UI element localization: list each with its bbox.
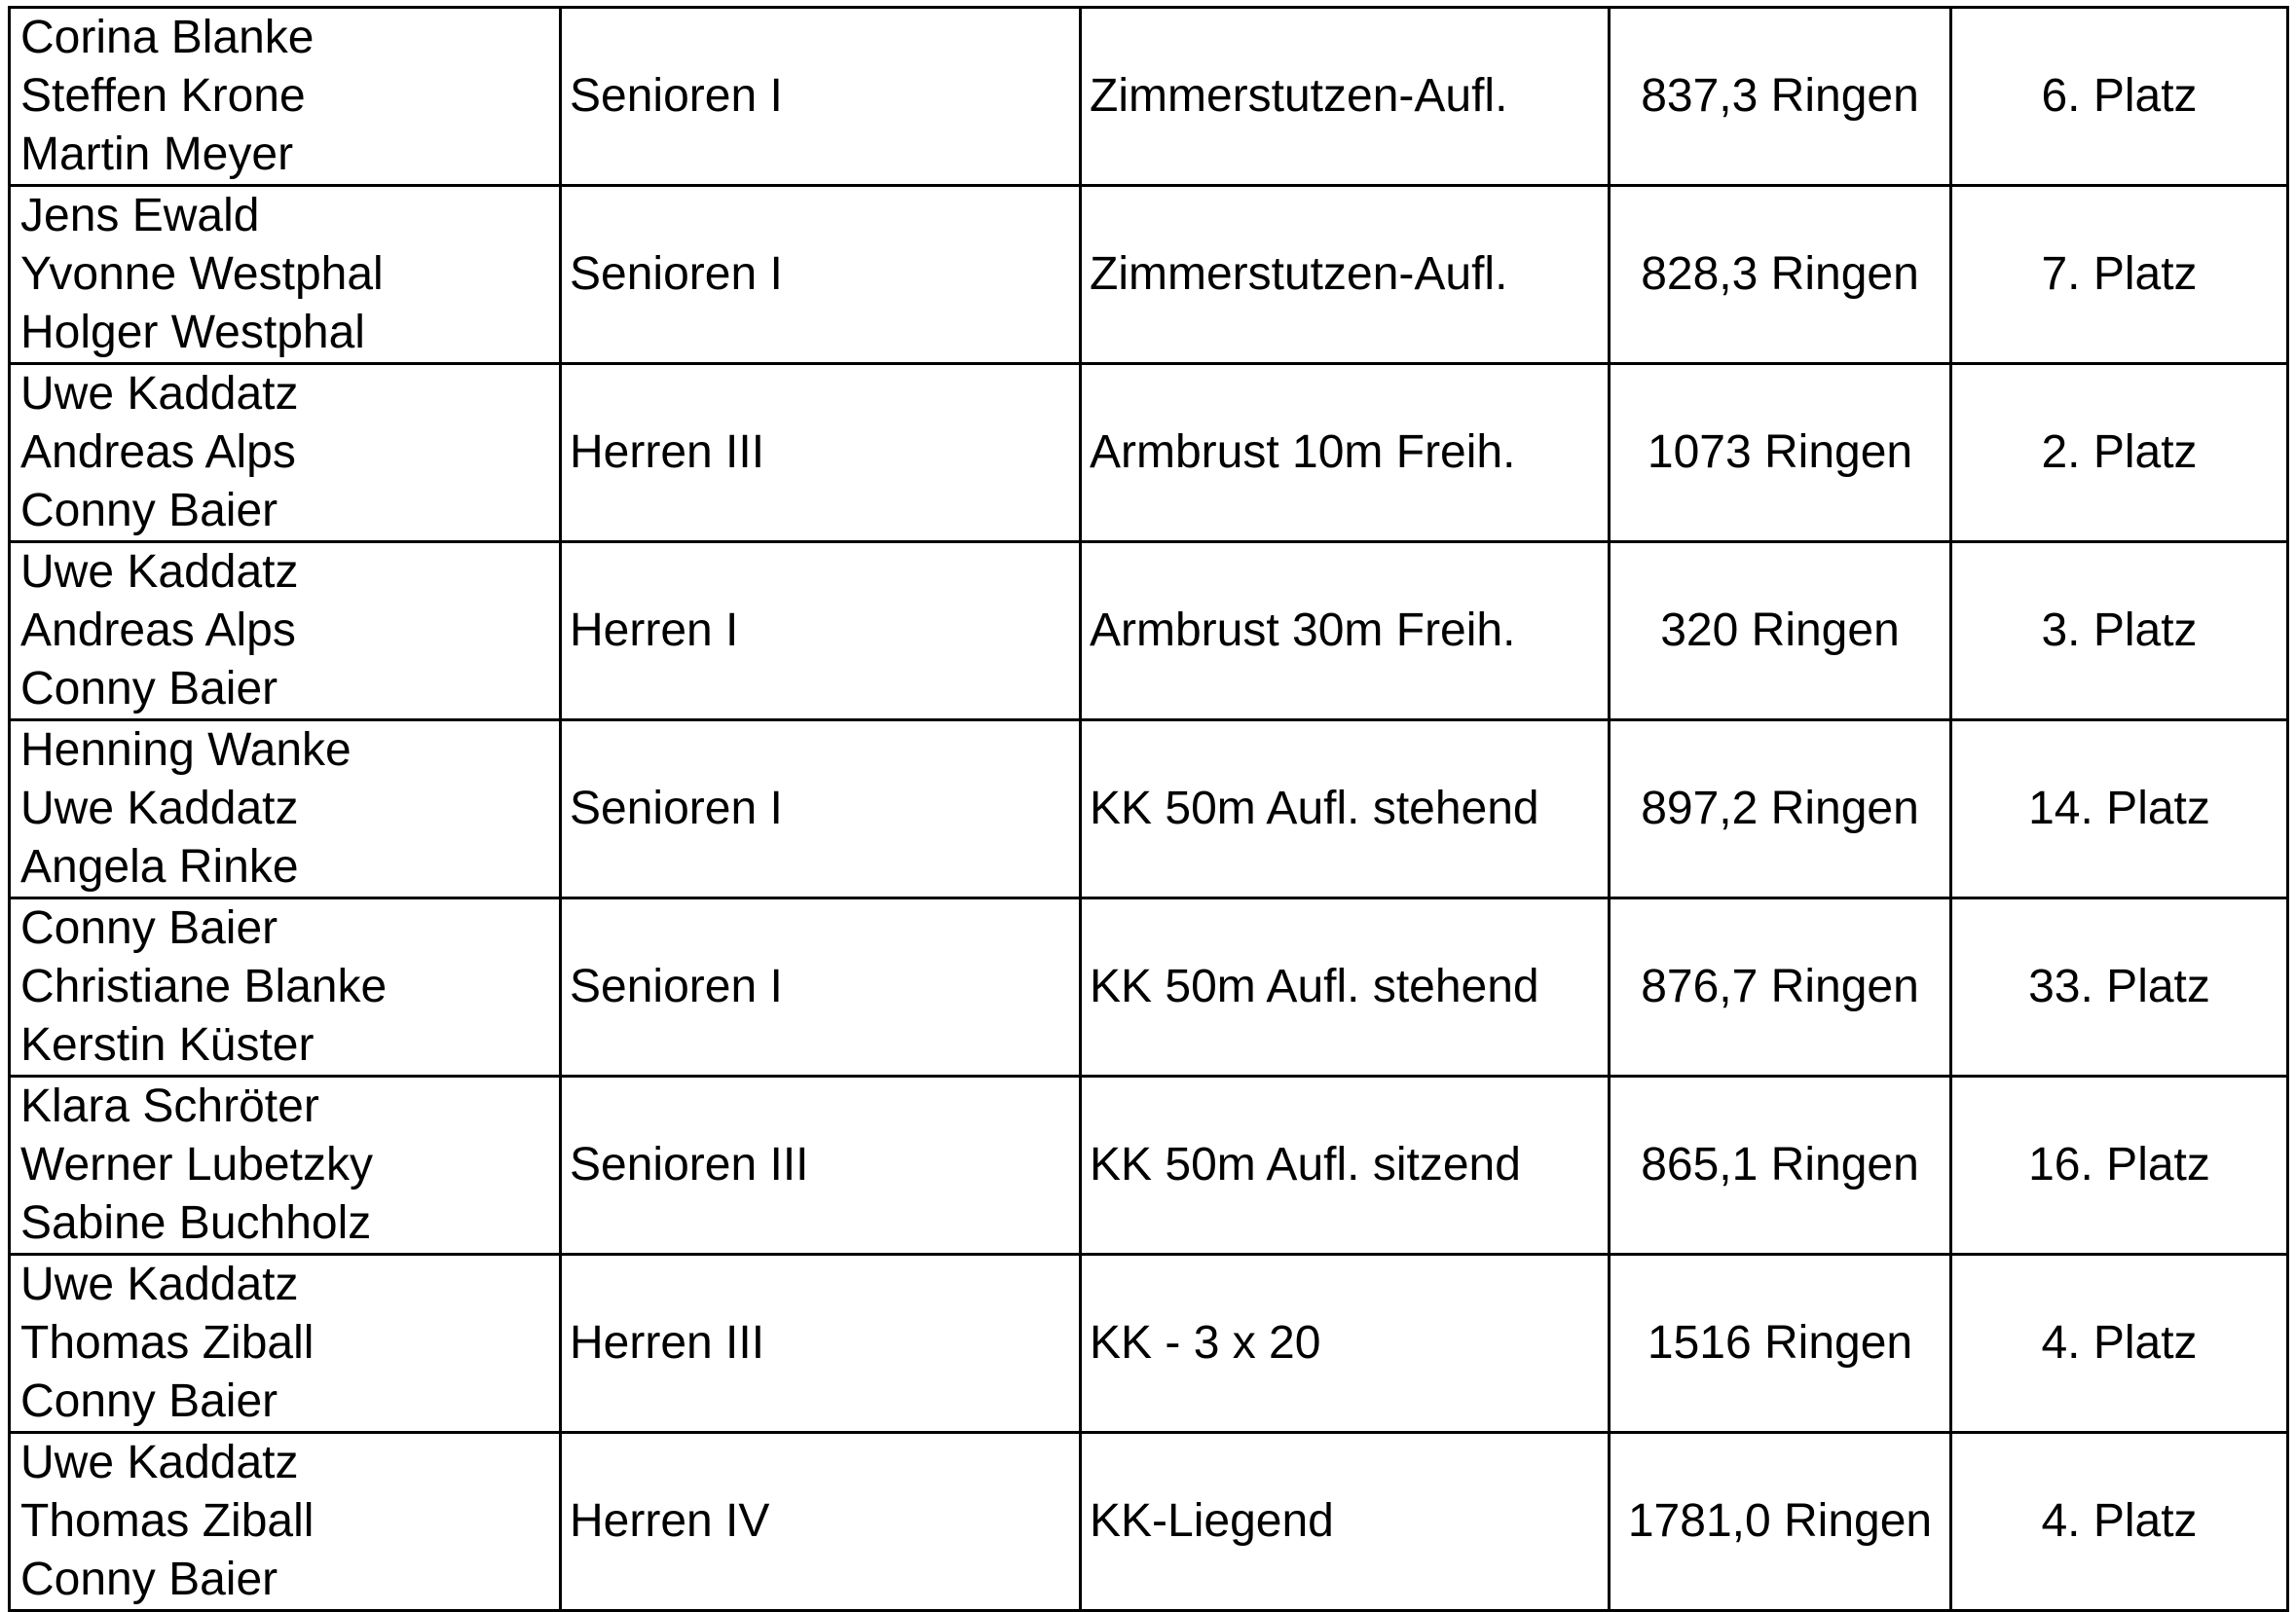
team-member-name: Conny Baier: [20, 485, 278, 536]
score-cell: 320 Ringen: [1610, 542, 1951, 720]
placement-cell: 4. Platz: [1951, 1255, 2288, 1433]
team-members-cell: [10, 364, 561, 542]
score-cell: 1516 Ringen: [1610, 1255, 1951, 1433]
team-member-name: Conny Baier: [20, 1375, 278, 1427]
score-cell: 828,3 Ringen: [1610, 186, 1951, 364]
team-members-cell: [10, 1255, 561, 1433]
team-members-cell: [10, 186, 561, 364]
placement-cell: 14. Platz: [1951, 720, 2288, 898]
discipline-cell: Zimmerstutzen-Aufl.: [1081, 186, 1610, 364]
discipline-cell: KK - 3 x 20: [1081, 1255, 1610, 1433]
team-member-name: Holger Westphal: [20, 307, 365, 358]
team-member-name: Uwe Kaddatz: [20, 368, 299, 420]
team-member-name: Martin Meyer: [20, 128, 294, 180]
team-member-name: Christiane Blanke: [20, 961, 388, 1012]
team-member-name: Henning Wanke: [20, 724, 352, 776]
team-member-name: Uwe Kaddatz: [20, 1259, 299, 1310]
score-cell: 897,2 Ringen: [1610, 720, 1951, 898]
class-cell: Herren IV: [561, 1433, 1081, 1611]
team-member-name: Uwe Kaddatz: [20, 1437, 299, 1488]
team-members-cell: [10, 542, 561, 720]
score-cell: 865,1 Ringen: [1610, 1077, 1951, 1255]
results-table-body: [10, 8, 2288, 1611]
team-members-cell: [10, 1077, 561, 1255]
team-members-cell: [10, 8, 561, 186]
table-row: [10, 720, 2288, 898]
score-cell: 1073 Ringen: [1610, 364, 1951, 542]
discipline-cell: KK 50m Aufl. stehend: [1081, 898, 1610, 1077]
team-member-name: Conny Baier: [20, 1554, 278, 1605]
placement-cell: 4. Platz: [1951, 1433, 2288, 1611]
team-members-cell: [10, 720, 561, 898]
class-cell: Senioren I: [561, 8, 1081, 186]
team-member-name: Klara Schröter: [20, 1081, 319, 1132]
discipline-cell: Armbrust 10m Freih.: [1081, 364, 1610, 542]
class-cell: Senioren I: [561, 720, 1081, 898]
placement-cell: 2. Platz: [1951, 364, 2288, 542]
team-member-name: Andreas Alps: [20, 426, 296, 478]
team-member-name: Corina Blanke: [20, 12, 315, 63]
team-member-name: Andreas Alps: [20, 604, 296, 656]
table-row: [10, 1255, 2288, 1433]
discipline-cell: KK 50m Aufl. stehend: [1081, 720, 1610, 898]
team-member-name: Werner Lubetzky: [20, 1139, 373, 1191]
table-row: [10, 1077, 2288, 1255]
table-row: [10, 898, 2288, 1077]
team-member-name: Uwe Kaddatz: [20, 546, 299, 598]
discipline-cell: Zimmerstutzen-Aufl.: [1081, 8, 1610, 186]
table-row: [10, 8, 2288, 186]
class-cell: Senioren I: [561, 186, 1081, 364]
score-cell: 1781,0 Ringen: [1610, 1433, 1951, 1611]
team-member-name: Kerstin Küster: [20, 1019, 315, 1071]
class-cell: Senioren III: [561, 1077, 1081, 1255]
results-table: [8, 6, 2289, 1612]
team-members-cell: [10, 898, 561, 1077]
team-member-name: Jens Ewald: [20, 190, 260, 241]
team-member-name: Conny Baier: [20, 902, 278, 954]
table-row: [10, 542, 2288, 720]
team-member-name: Angela Rinke: [20, 841, 299, 893]
placement-cell: 7. Platz: [1951, 186, 2288, 364]
team-member-name: Uwe Kaddatz: [20, 783, 299, 834]
team-member-name: Thomas Ziball: [20, 1495, 315, 1547]
placement-cell: 3. Platz: [1951, 542, 2288, 720]
team-member-name: Conny Baier: [20, 663, 278, 714]
score-cell: 837,3 Ringen: [1610, 8, 1951, 186]
placement-cell: 6. Platz: [1951, 8, 2288, 186]
team-member-name: Sabine Buchholz: [20, 1197, 372, 1249]
class-cell: Herren I: [561, 542, 1081, 720]
placement-cell: 33. Platz: [1951, 898, 2288, 1077]
discipline-cell: KK 50m Aufl. sitzend: [1081, 1077, 1610, 1255]
score-cell: 876,7 Ringen: [1610, 898, 1951, 1077]
team-member-name: Steffen Krone: [20, 70, 306, 122]
table-row: [10, 186, 2288, 364]
class-cell: Senioren I: [561, 898, 1081, 1077]
table-row: [10, 1433, 2288, 1611]
placement-cell: 16. Platz: [1951, 1077, 2288, 1255]
class-cell: Herren III: [561, 364, 1081, 542]
team-member-name: Yvonne Westphal: [20, 248, 384, 300]
discipline-cell: Armbrust 30m Freih.: [1081, 542, 1610, 720]
team-members-cell: [10, 1433, 561, 1611]
table-row: [10, 364, 2288, 542]
team-member-name: Thomas Ziball: [20, 1317, 315, 1369]
class-cell: Herren III: [561, 1255, 1081, 1433]
discipline-cell: KK-Liegend: [1081, 1433, 1610, 1611]
